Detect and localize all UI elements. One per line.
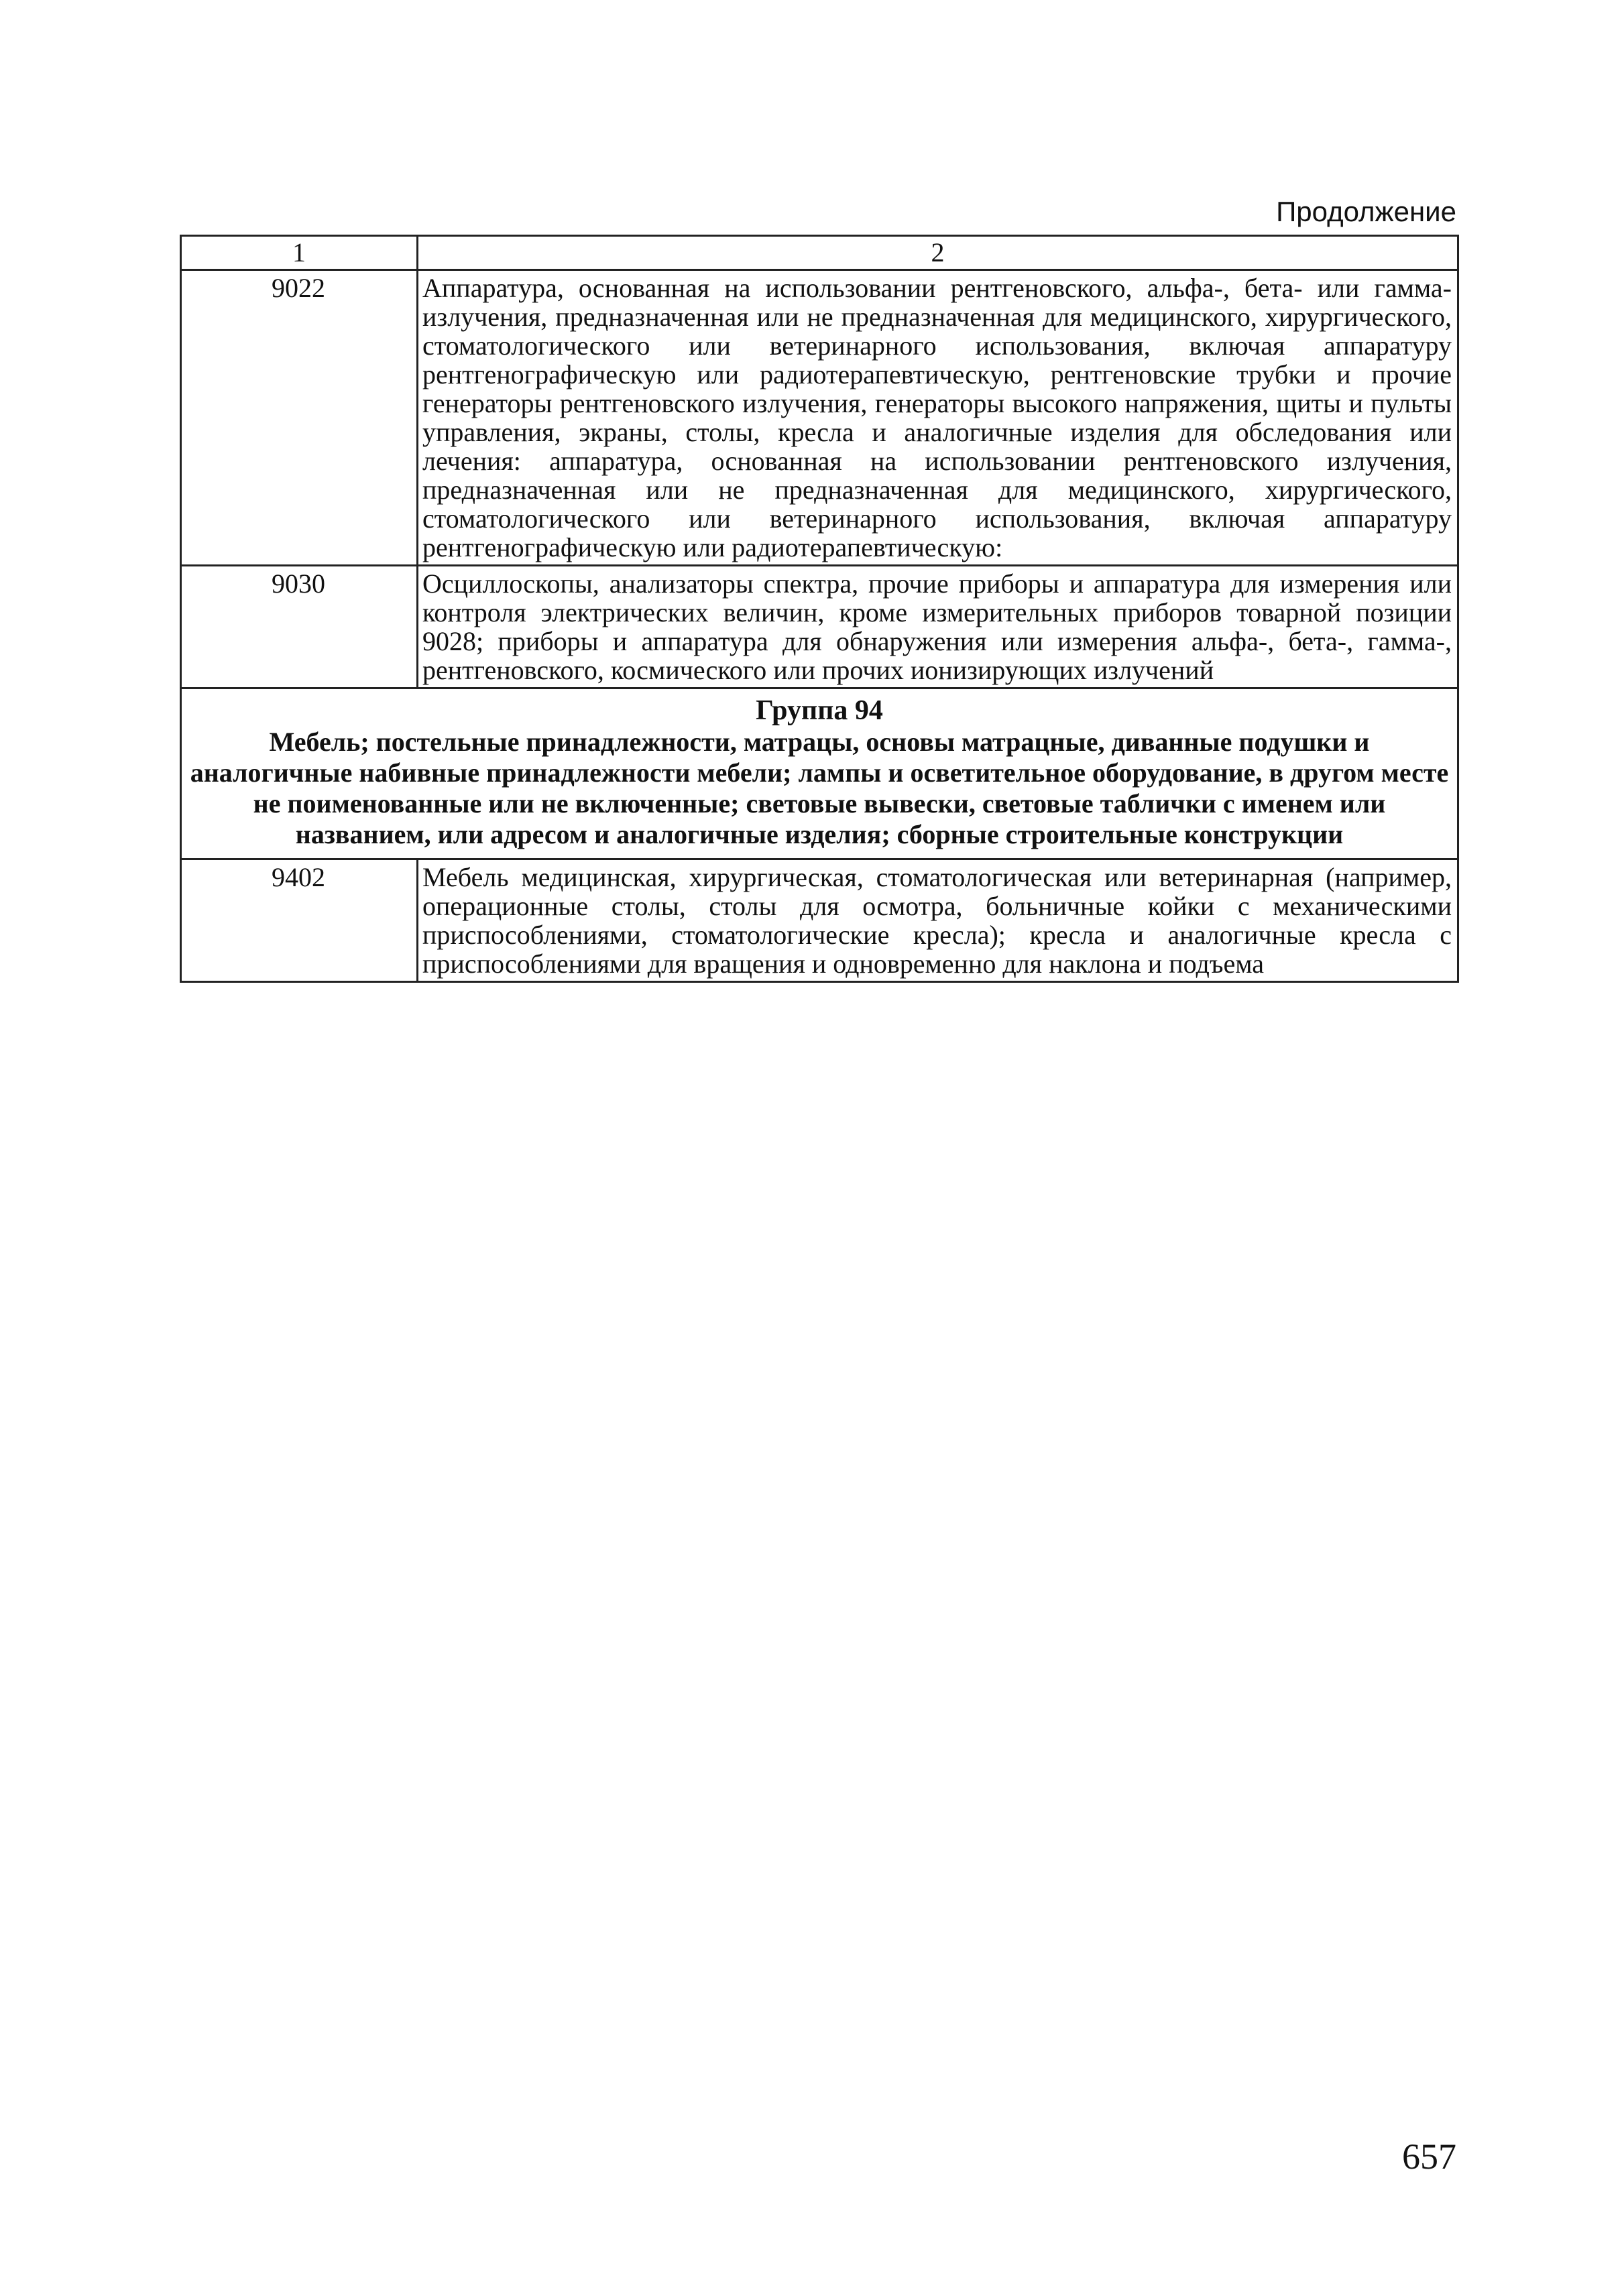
row-description: Мебель медицинская, хирургическая, стоматологическая или ветеринарная (например, операционные столы, столы для осмотра, больничные койки с механическими приспособлениями, стоматологические кресла); кресла и аналогичные кресла с приспособлениями для вращения и одновременно для наклона и подъема — [418, 859, 1458, 982]
page-number: 657 — [1402, 2136, 1456, 2177]
table-row — [181, 859, 1458, 982]
column-header-1: 1 — [181, 236, 418, 270]
row-code: 9030 — [181, 566, 418, 688]
row-description: Осциллоскопы, анализаторы спектра, прочие приборы и аппаратура для измерения или контроля электрических величин, кроме измерительных приборов товарной позиции 9028; приборы и аппаратура для обнаружения или измерения альфа-, бета-, гамма-, рентгеновского, космического или прочих ионизирующих излучений — [418, 566, 1458, 688]
customs-code-table — [180, 235, 1459, 983]
table-header-row — [181, 236, 1458, 270]
table-row — [181, 566, 1458, 688]
group-heading-row — [181, 688, 1458, 859]
continuation-label: Продолжение — [1276, 196, 1456, 227]
group-title: Группа 94 — [756, 695, 883, 726]
column-header-2: 2 — [418, 236, 1458, 270]
table-row — [181, 270, 1458, 566]
row-code: 9402 — [181, 859, 418, 982]
group-description: Мебель; постельные принадлежности, матрацы, основы матрацные, диванные подушки и аналогичные набивные принадлежности мебели; лампы и осветительное оборудование, в другом месте не поименованные или не включенные; световые вывески, световые таблички с именем или названием, или адресом и аналогичные изделия; сборные строительные конструкции — [190, 727, 1449, 849]
row-description: Аппаратура, основанная на использовании рентгеновского, альфа-, бета- или гамма-излучения, предназначенная или не предназначенная для медицинского, хирургического, стоматологического или ветеринарного использования, включая аппаратуру рентгенографическую или радиотерапевтическую, рентгеновские трубки и прочие генераторы рентгеновского излучения, генераторы высокого напряжения, щиты и пульты управления, экраны, столы, кресла и аналогичные изделия для обследования или лечения: аппаратура, основанная на использовании рентгеновского излучения, предназначенная или не предназначенная для медицинского, хирургического, стоматологического или ветеринарного использования, включая аппаратуру рентгенографическую или радиотерапевтическую: — [418, 270, 1458, 566]
group-heading-cell — [181, 688, 1458, 859]
row-code: 9022 — [181, 270, 418, 566]
